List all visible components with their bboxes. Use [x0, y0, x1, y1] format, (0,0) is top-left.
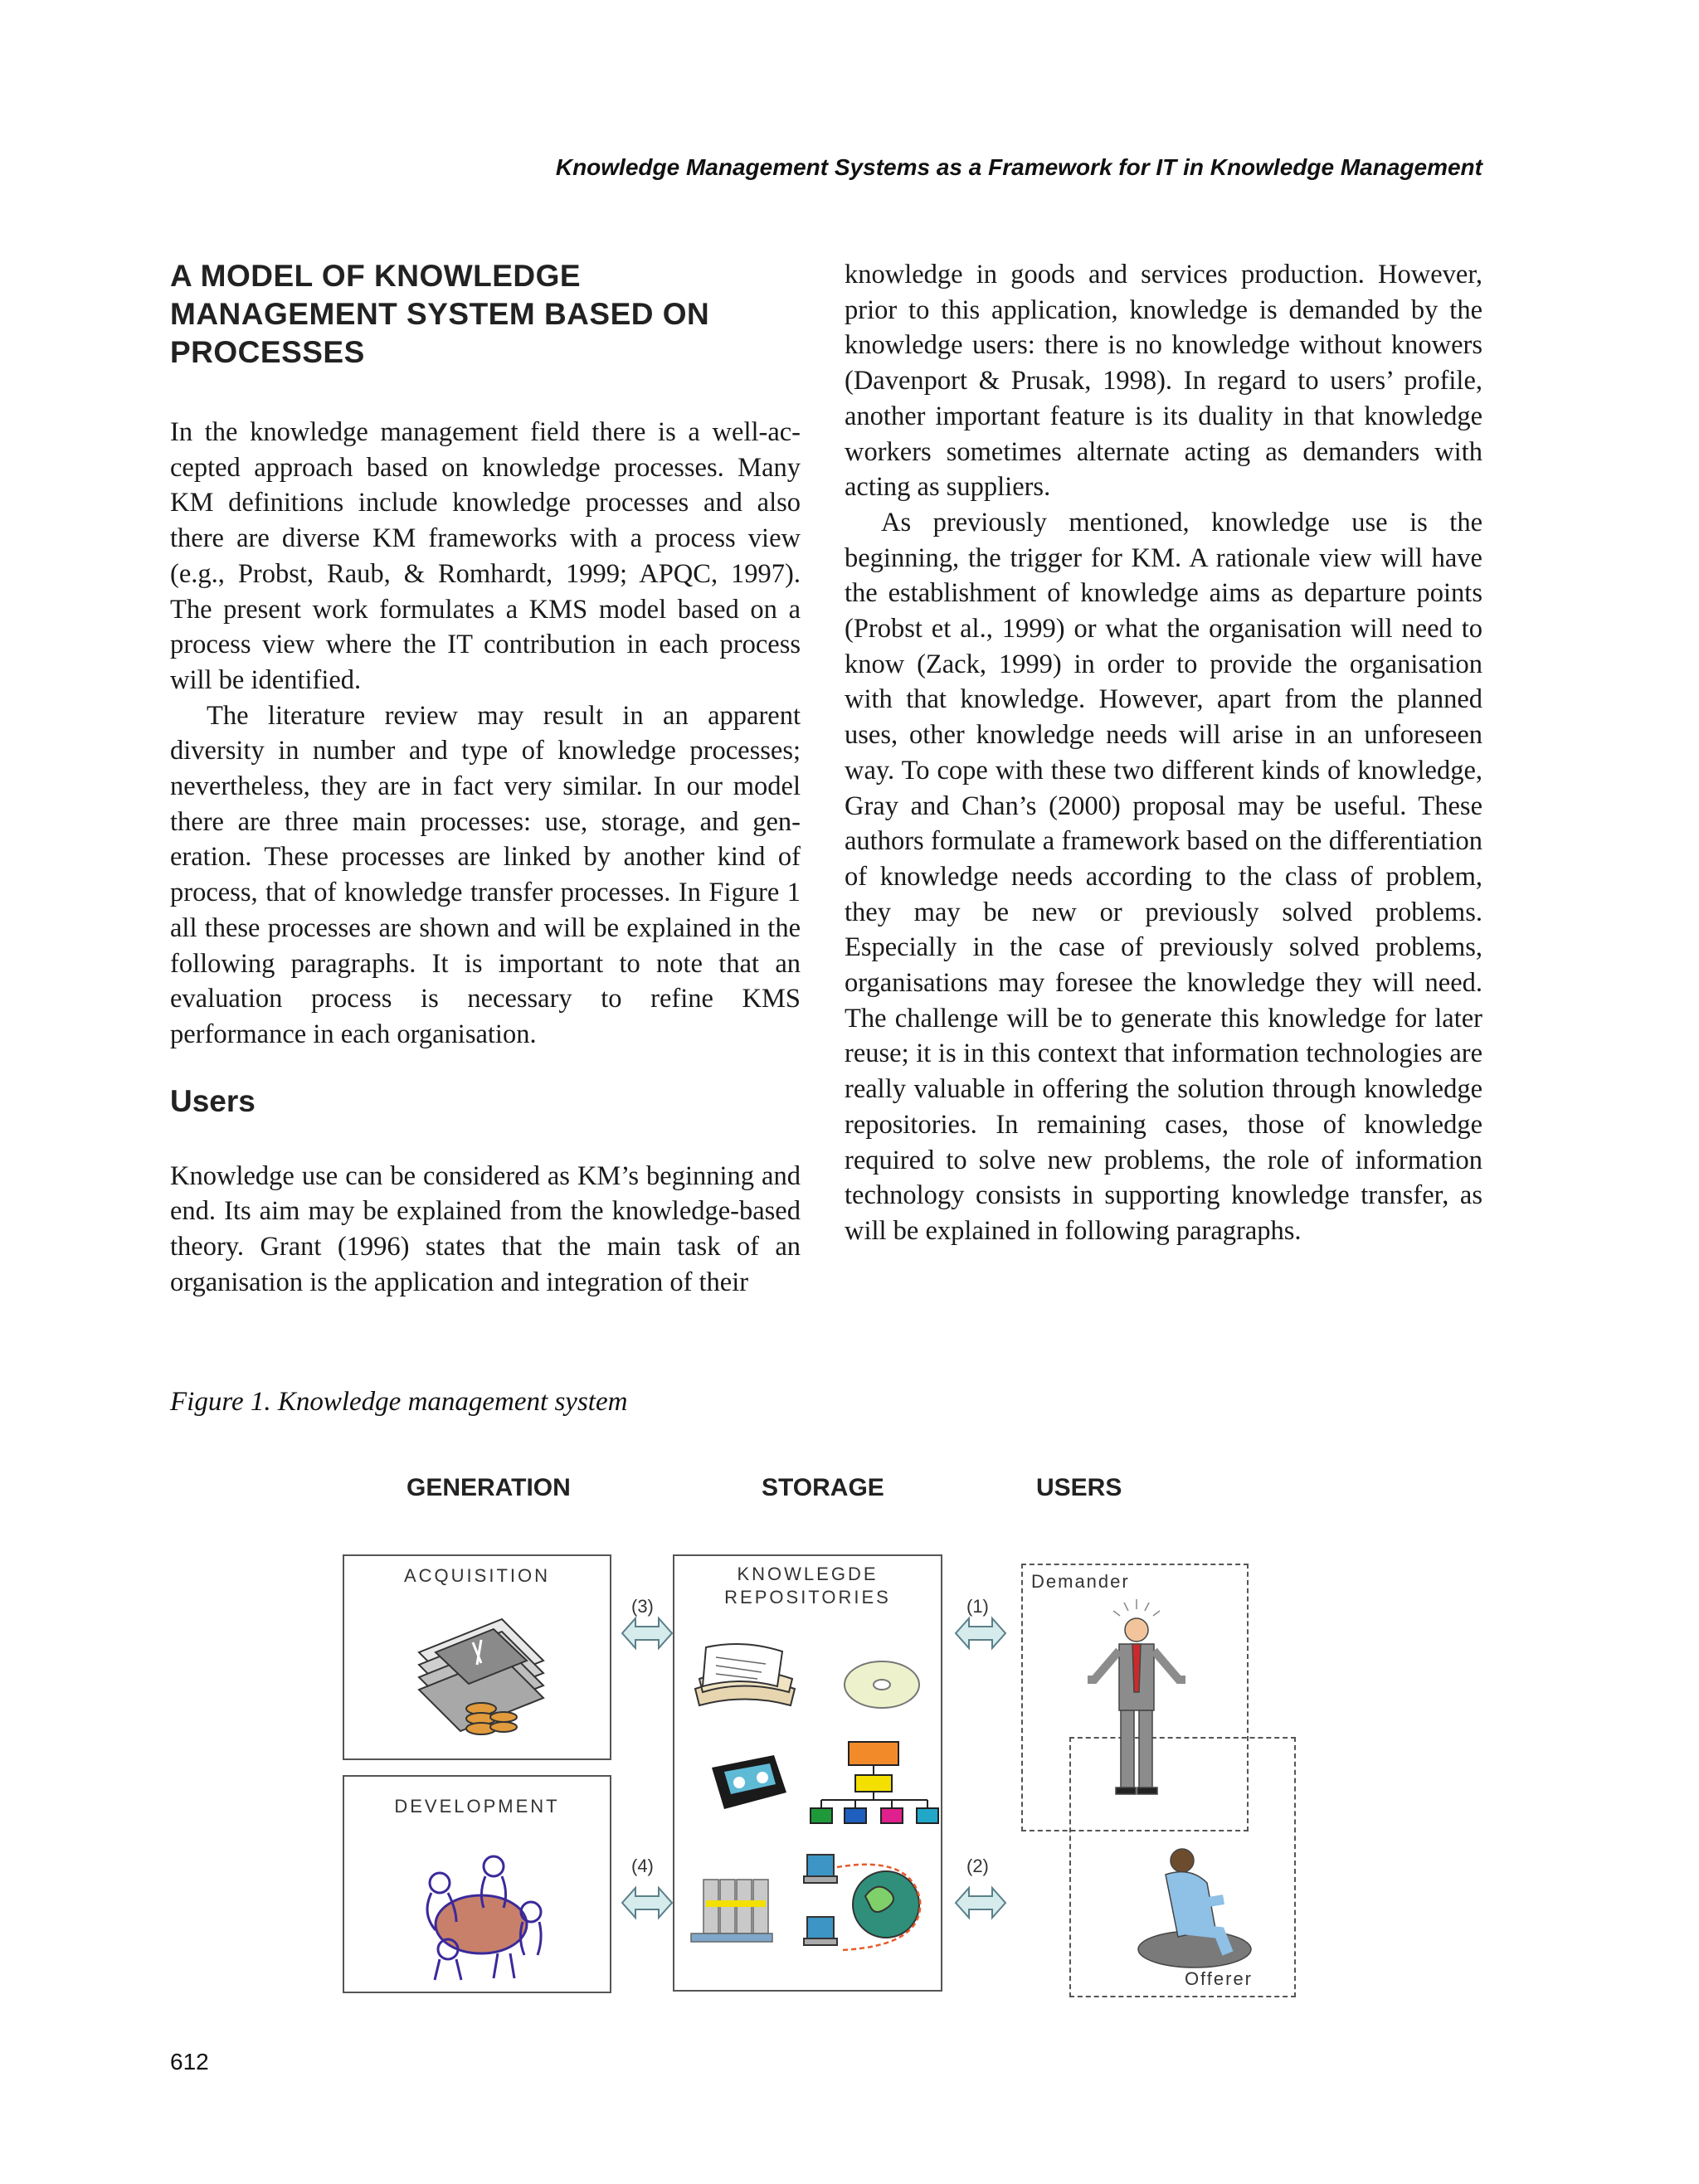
double-arrow-3 — [622, 1616, 672, 1651]
page-number: 612 — [170, 2049, 209, 2075]
paragraph: The literature review may result in an apparent diversity in number and type of knowledge processes; nevertheless, they are in fact very similar. In our model there are three main processes: use, storage, and generation. These processes are linked by another kind of process, that of knowledge transfer processes. In Figure 1 all these processes are shown and will be explained in the following paragraphs. It is important to note that an evaluation process is necessary to refine KMS performance in each organisation. — [170, 700, 801, 1049]
org-chart-icon — [807, 1739, 940, 1830]
video-tape-icon — [708, 1751, 791, 1813]
repositories-box — [673, 1554, 942, 1992]
demander-person-icon — [1083, 1609, 1190, 1800]
running-header: Knowledge Management Systems as a Framework for IT in Knowledge Management — [555, 154, 1482, 180]
development-label: DEVELOPMENT — [394, 1796, 560, 1817]
subsection-title-users: Users — [170, 1083, 256, 1118]
right-column — [845, 257, 1482, 1249]
arrow-label-3: (3) — [631, 1596, 654, 1617]
team-meeting-icon — [415, 1850, 548, 1982]
figure-caption: Figure 1. Knowledge management system — [170, 1387, 628, 1417]
offerer-label: Offerer — [1184, 1968, 1253, 1989]
paragraph: knowledge in goods and services production. However, prior to this application, knowledge is demanded by the knowledge users: there is no knowledge without knowers (Davenport & Prusak, 1998). In regard to users’ profile, another important feature is its duality in that knowledge workers sometimes alternate acting as demanders with acting as suppliers. — [845, 260, 1482, 503]
cd-disc-icon — [840, 1656, 923, 1714]
paragraph: As previously mentioned, knowledge use is the beginning, the trigger for KM. A rationale view will have the establishment of knowledge aims as departure points (Probst et al., 1999) or what the organisation will need to know (Zack, 1999) in order to provide the organisation with that knowledge. However, apart from the planned uses, other knowledge needs will arise in an unforeseen way. To cope with these two different kinds of knowledge, Gray and Chan’s (2000) proposal may be useful. These authors formulate a framework based on the differentiation of knowledge needs according to the class of problem, they may be new or previously solved problems. Especially in the case of previously solved problems, organisations may foresee the knowledge they will need. The challenge will be to generate this knowledge for later reuse; it is in this context that information technologies are really valuable in offering the solution through knowledge repositories. In remaining cases, those of knowledge required to solve new problems, the role of information technology consists in supporting knowledge transfer, as will be explained in following paragraphs. — [845, 507, 1482, 1246]
repositories-label-line1: KNOWLEGDE — [737, 1564, 879, 1584]
left-column — [170, 257, 801, 1300]
documents-icon — [691, 1639, 799, 1714]
demander-label: Demander — [1031, 1571, 1130, 1592]
paragraph: Knowledge use can be considered as KM’s beginning and end. Its aim may be explained from the knowledge-based theory. Grant (1996) states that the main task of an organisation is the application and integration of their — [170, 1160, 801, 1297]
repositories-label-line2: REPOSITORIES — [724, 1587, 891, 1608]
network-globe-icon — [799, 1851, 932, 1963]
arrow-label-1: (1) — [966, 1596, 989, 1617]
server-rack-icon — [691, 1875, 774, 1946]
acquisition-box — [343, 1554, 611, 1760]
arrow-label-4: (4) — [631, 1856, 654, 1876]
double-arrow-2 — [956, 1885, 1005, 1920]
column-label-generation: GENERATION — [406, 1474, 571, 1501]
double-arrow-1 — [956, 1616, 1005, 1651]
arrow-label-2: (2) — [966, 1856, 989, 1876]
money-icon — [411, 1603, 552, 1744]
acquisition-label: ACQUISITION — [403, 1565, 550, 1586]
development-box — [343, 1775, 611, 1993]
column-label-storage: STORAGE — [762, 1474, 884, 1501]
double-arrow-4 — [622, 1885, 672, 1920]
offerer-person-icon — [1132, 1846, 1257, 1970]
section-title: A MODEL OF KNOWLEDGE MANAGEMENT SYSTEM BASED ON PROCESSES — [170, 259, 710, 369]
paragraph: In the knowledge management field there is a well-accepted approach based on knowledge processes. Many KM definitions include knowledge processes and also there are diverse KM frameworks with a process view (e.g., Probst, Raub, & Romhardt, 1999; APQC, 1997). The present work formulates a KMS model based on a process view where the IT contribution in each process will be identified. — [170, 417, 801, 695]
column-label-users: USERS — [1036, 1474, 1122, 1501]
